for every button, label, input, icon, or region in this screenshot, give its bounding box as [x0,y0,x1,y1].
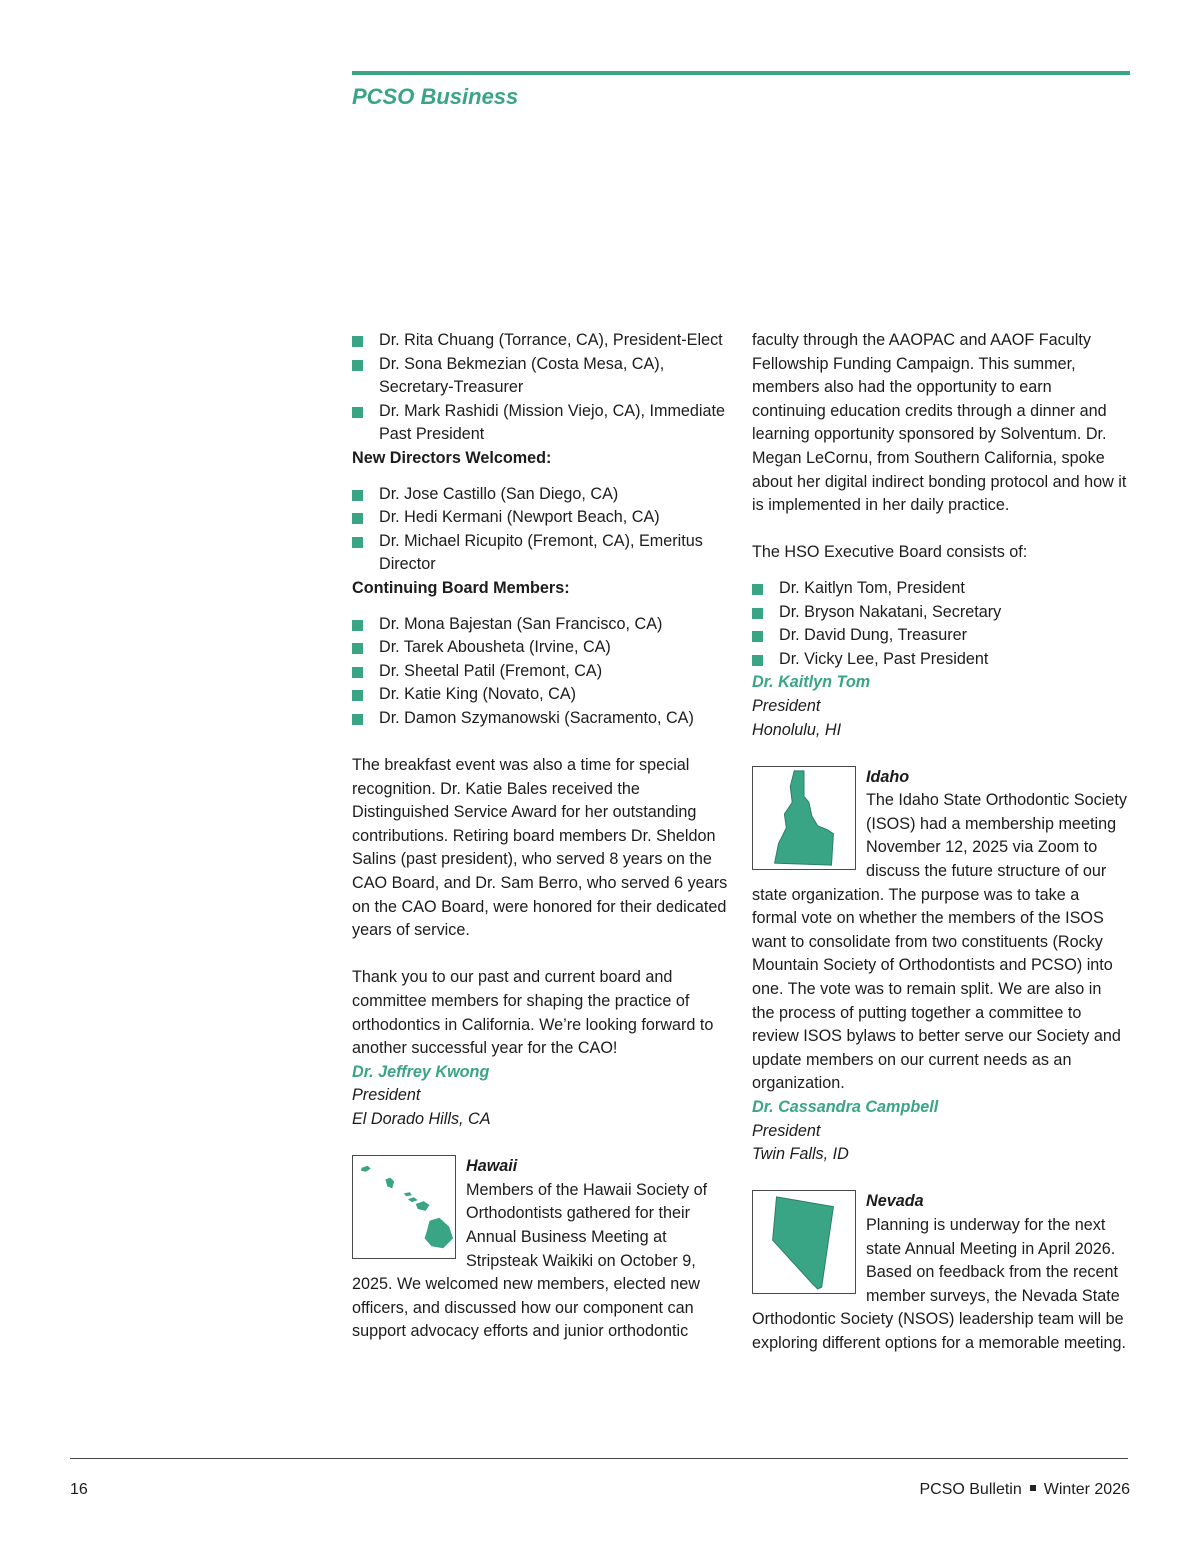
new-directors-heading: New Directors Welcomed: [352,448,552,467]
list-item: Dr. Katie King (Novato, CA) [352,683,728,707]
list-item: Dr. Sheetal Patil (Fremont, CA) [352,660,728,684]
nevada-section [752,1190,1128,1355]
list-item: Dr. Mona Bajestan (San Francisco, CA) [352,613,728,637]
list-item: Dr. Hedi Kermani (Newport Beach, CA) [352,506,728,530]
continuing-list [352,613,728,731]
signature-location: Twin Falls, ID [752,1145,849,1164]
list-item: Dr. Mark Rashidi (Mission Viejo, CA), Immediate Past President [352,400,728,447]
hawaii-map-icon [352,1155,456,1259]
list-item: Dr. Vicky Lee, Past President [752,648,1128,672]
signature-name: Dr. Cassandra Campbell [752,1098,939,1116]
list-item: Dr. Michael Ricupito (Fremont, CA), Emeritus Director [352,530,728,577]
nevada-heading: Nevada [866,1192,924,1211]
list-item: Dr. Damon Szymanowski (Sacramento, CA) [352,707,728,731]
hawaii-section [352,1155,728,1344]
hso-board-list [752,577,1128,671]
right-column [752,329,1128,1356]
header-rule [352,71,1130,75]
hawaii-paragraph: Members of the Hawaii Society of Orthodontists gathered for their Annual Business Meeting at Stripsteak Waikiki on October 9, 2025. We welcomed new members, elected new officers, and discussed how our component can support advocacy efforts and junior orthodontic [352,1180,708,1341]
nevada-paragraph: Planning is underway for the next state Annual Meeting in April 2026. Based on feedback from the recent member surveys, the Nevada State Orthodontic Society (NSOS) leadership team will be exploring different options for a memorable meeting. [752,1215,1127,1352]
nevada-map-icon [752,1190,856,1294]
publication-name: PCSO Bulletin [919,1481,1022,1498]
idaho-section [752,766,1128,1096]
signature-name: Dr. Jeffrey Kwong [352,1062,490,1081]
signature-name: Dr. Kaitlyn Tom [752,673,871,692]
list-item: Dr. Sona Bekmezian (Costa Mesa, CA), Secretary-Treasurer [352,353,728,400]
idaho-paragraph: The Idaho State Orthodontic Society (ISOS) had a membership meeting November 12, 2025 via Zoom to discuss the future structure of our state organization. The purpose was to take a formal vote on whether the members of the ISOS want to consolidate from two constituents (Rocky Mountain Society of Orthodontists and PCSO) into one. The vote was to remain split. We are also in the process of putting together a committee to review ISOS bylaws to better serve our Society and update members on our current needs as an organization. [752,791,1127,1093]
list-item: Dr. Bryson Nakatani, Secretary [752,601,1128,625]
hso-intro: The HSO Executive Board consists of: [752,543,1028,562]
signature-title: President [352,1086,421,1105]
list-item: Dr. Jose Castillo (San Diego, CA) [352,483,728,507]
officers-list [352,329,728,447]
footer-rule [70,1458,1128,1459]
breakfast-paragraph: The breakfast event was also a time for special recognition. Dr. Katie Bales received the Distinguished Service Award for her outstanding contributions. Retiring board members Dr. Sheldon Salins (past president), who served 8 years on the CAO Board, and Dr. Sam Berro, who served 6 years on the CAO Board, were honored for their dedicated years of service. [352,756,728,940]
hawaii-heading: Hawaii [466,1157,518,1176]
continuing-heading: Continuing Board Members: [352,578,570,597]
signature-location: Honolulu, HI [752,720,842,739]
list-item: Dr. Kaitlyn Tom, President [752,577,1128,601]
idaho-map-icon [752,766,856,870]
separator-square-icon [1030,1485,1036,1491]
signature-location: El Dorado Hills, CA [352,1110,491,1128]
idaho-heading: Idaho [866,767,910,786]
new-directors-list [352,483,728,577]
signature-title: President [752,1121,821,1140]
list-item: Dr. David Dung, Treasurer [752,624,1128,648]
thanks-paragraph: Thank you to our past and current board and committee members for shaping the practice of orthodontics in California. We’re looking forward to another successful year for the CAO! [352,968,714,1058]
hawaii-continued-paragraph: faculty through the AAOPAC and AAOF Faculty Fellowship Funding Campaign. This summer, members also had the opportunity to earn continuing education credits through a dinner and learning opportunity sponsored by Solventum. Dr. Megan LeCornu, from Southern California, spoke about her digital indirect bonding protocol and how it is implemented in her daily practice. [752,331,1127,515]
list-item: Dr. Rita Chuang (Torrance, CA), President-Elect [352,329,728,353]
section-title: PCSO Business [352,84,519,109]
issue-date: Winter 2026 [1043,1481,1130,1498]
page-number: 16 [70,1481,88,1498]
signature-title: President [752,696,821,715]
list-item: Dr. Tarek Abousheta (Irvine, CA) [352,636,728,660]
footer-publication-info [919,1481,1130,1499]
left-column [352,329,728,1344]
